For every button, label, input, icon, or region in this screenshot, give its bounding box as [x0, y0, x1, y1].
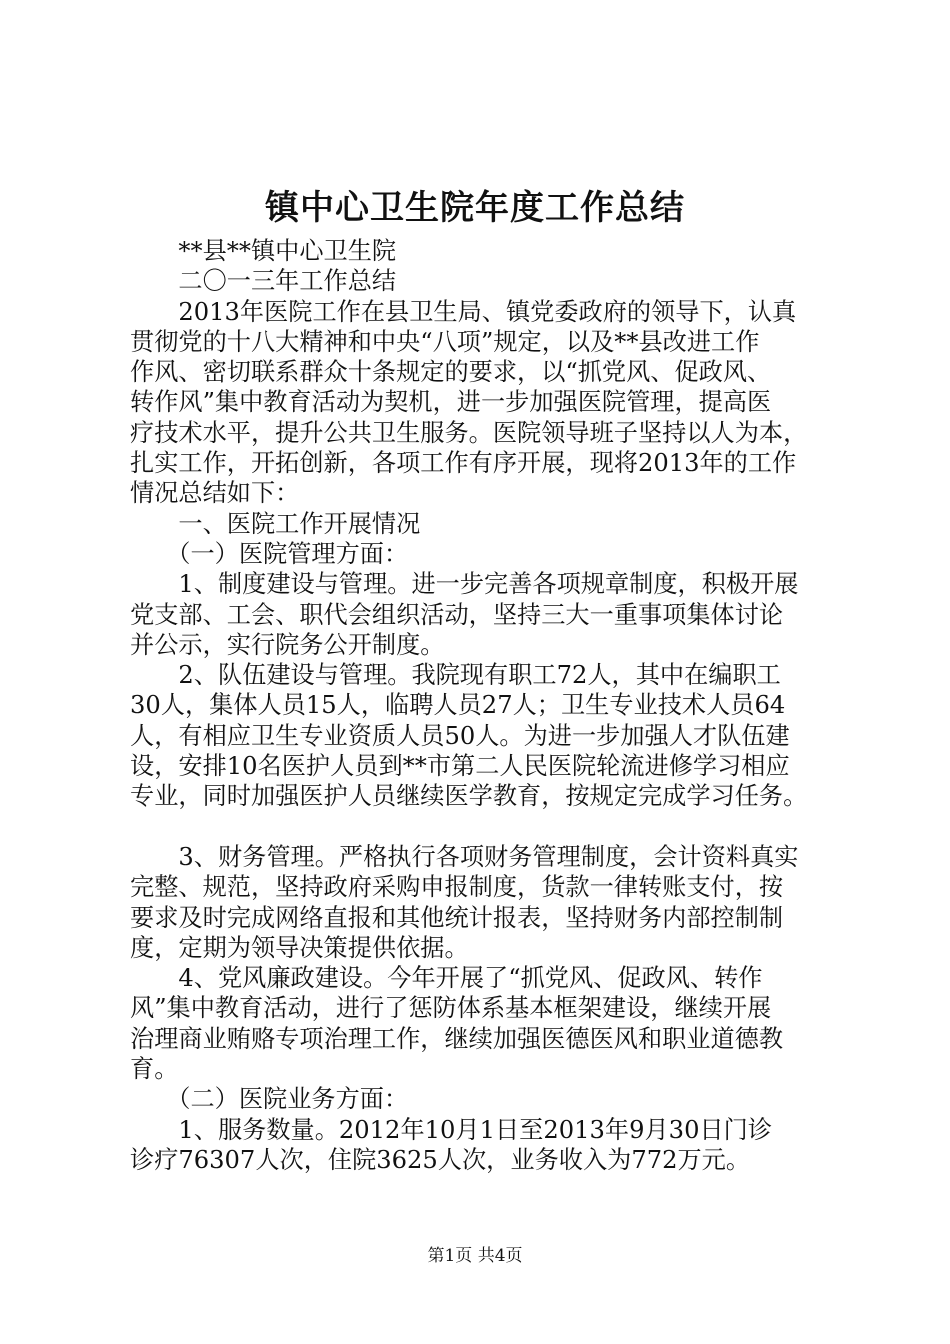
document-title: 镇中心卫生院年度工作总结	[265, 188, 685, 228]
body-line: **县**镇中心卫生院	[130, 237, 397, 265]
body-line: 作风、密切联系群众十条规定的要求，以“抓党风、促政风、	[130, 358, 772, 387]
body-line: 要求及时完成网络直报和其他统计报表，坚持财务内部控制制	[130, 903, 784, 932]
body-line: 二〇一三年工作总结	[130, 267, 397, 296]
body-line: 党支部、工会、职代会组织活动，坚持三大一重事项集体讨论	[130, 600, 784, 629]
body-line: 完整、规范，坚持政府采购申报制度，货款一律转账支付，按	[130, 873, 784, 902]
body-line: 30人，集体人员15人，临聘人员27人；卫生专业技术人员64	[130, 691, 786, 720]
body-line: 4、党风廉政建设。今年开展了“抓党风、促政风、转作	[130, 964, 763, 993]
body-line: 治理商业贿赂专项治理工作，继续加强医德医风和职业道德教	[130, 1024, 784, 1053]
body-line: 2013年医院工作在县卫生局、镇党委政府的领导下，认真	[130, 297, 797, 326]
body-line: 设，安排10名医护人员到**市第二人民医院轮流进修学习相应	[130, 752, 790, 781]
body-line: 3、财务管理。严格执行各项财务管理制度，会计资料真实	[130, 842, 799, 871]
body-line: 人，有相应卫生专业资质人员50人。为进一步加强人才队伍建	[130, 721, 790, 750]
body-line: 情况总结如下：	[130, 479, 300, 508]
body-line: 1、制度建设与管理。进一步完善各项规章制度，积极开展	[130, 570, 799, 599]
document-body	[130, 236, 835, 1175]
body-line: 度，定期为领导决策提供依据。	[130, 933, 469, 962]
body-line: 诊疗76307人次，住院3625人次，业务收入为772万元。	[130, 1145, 751, 1174]
body-line: 疗技术水平，提升公共卫生服务。医院领导班子坚持以人为本，	[130, 418, 808, 447]
subsection-heading: （一）医院管理方面：	[130, 539, 409, 568]
body-line: 并公示，实行院务公开制度。	[130, 630, 445, 659]
body-line: 2、队伍建设与管理。我院现有职工72人，其中在编职工	[130, 661, 781, 690]
section-heading: 一、医院工作开展情况	[130, 509, 421, 538]
body-line: 扎实工作，开拓创新，各项工作有序开展，现将2013年的工作	[130, 449, 797, 478]
body-line: 风”集中教育活动，进行了惩防体系基本框架建设，继续开展	[130, 994, 772, 1023]
subsection-heading: （二）医院业务方面：	[130, 1085, 409, 1114]
body-line: 贯彻党的十八大精神和中央“八项”规定，以及**县改进工作	[130, 327, 760, 356]
blank-line	[130, 812, 835, 842]
body-line: 专业，同时加强医护人员继续医学教育，按规定完成学习任务。	[130, 782, 808, 811]
body-line: 转作风”集中教育活动为契机，进一步加强医院管理，提高医	[130, 388, 772, 417]
body-line: 1、服务数量。2012年10月1日至2013年9月30日门诊	[130, 1115, 773, 1144]
page-footer: 第1页 共4页	[427, 1246, 523, 1266]
body-line: 育。	[130, 1055, 179, 1084]
